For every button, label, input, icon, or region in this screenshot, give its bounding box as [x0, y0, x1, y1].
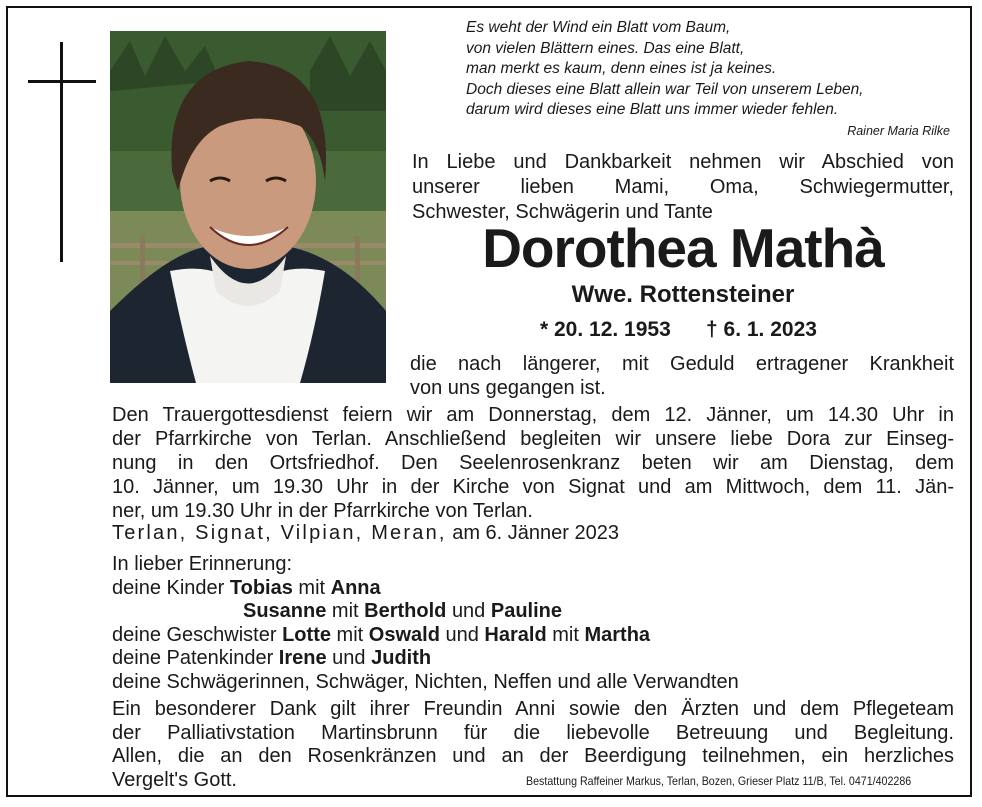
family-list: [112, 553, 954, 694]
connector: mit: [552, 623, 579, 646]
date: am 6. Jänner 2023: [452, 522, 619, 544]
service-line: ner, um 19.30 Uhr in der Pfarrkirche von Terlan.: [112, 500, 533, 522]
after-line: die nach längerer, mit Geduld ertragener Krankheit: [410, 353, 954, 375]
service-text: [112, 403, 954, 523]
intro-text: [412, 150, 954, 225]
poem: [466, 18, 956, 121]
cross-icon: [60, 42, 63, 262]
children-line: [112, 577, 954, 601]
children-prefix: deine Kinder: [112, 576, 225, 599]
undertaker-info: Bestattung Raffeiner Markus, Terlan, Bozen, Grieser Platz 11/B, Tel. 0471/402286: [526, 775, 912, 788]
siblings-line: [112, 624, 954, 648]
connector: und: [451, 600, 486, 622]
thanks-line: der Palliativstation Martinsbrunn für die liebevolle Betreuung und Begleitung.: [112, 721, 954, 744]
sibling-name: Lotte: [282, 623, 331, 646]
deceased-name: Dorothea Mathà: [482, 217, 884, 279]
intro-line: unserer lieben Mami, Oma, Schwiegermutter,: [412, 176, 954, 198]
service-line: Den Trauergottesdienst feiern wir am Donnerstag, dem 12. Jänner, um 14.30 Uhr in: [112, 404, 954, 426]
portrait-photo: [110, 31, 386, 383]
service-line: der Pfarrkirche von Terlan. Anschließend begleiten wir unsere liebe Dora zur Einseg-: [112, 428, 954, 450]
thanks-line: Ein besonderer Dank gilt ihrer Freundin Anni sowie den Ärzten und dem Pflegeteam: [112, 698, 954, 720]
child-name: Tobias: [229, 576, 293, 599]
partner-name: Anna: [330, 576, 381, 599]
partner-name: Martha: [584, 623, 651, 646]
godchildren-prefix: deine Patenkinder: [112, 647, 274, 669]
siblings-prefix: deine Geschwister: [112, 623, 277, 646]
sibling-name: Harald: [484, 623, 547, 646]
poem-line: darum wird dieses eine Blatt uns immer wieder fehlen.: [466, 101, 839, 118]
godchild-name: Irene: [278, 647, 327, 669]
death-date: † 6. 1. 2023: [706, 318, 817, 341]
widow-of: Wwe. Rottensteiner: [571, 281, 795, 308]
cross-icon-bar: [28, 80, 96, 83]
intro-line: Schwester, Schwägerin und Tante: [412, 201, 713, 223]
connector: und: [445, 623, 479, 646]
poem-line: Doch dieses eine Blatt allein war Teil von unserem Leben,: [466, 80, 864, 98]
places: Terlan, Signat, Vilpian, Meran,: [112, 522, 447, 544]
partner-name: Oswald: [368, 623, 440, 646]
connector: mit: [336, 623, 364, 646]
birth-date: * 20. 12. 1953: [540, 318, 671, 341]
place-date: [112, 521, 954, 545]
child-name: Susanne: [243, 600, 327, 622]
after-text: [410, 352, 954, 400]
godchildren-line: [112, 647, 954, 671]
service-line: nung in den Ortsfriedhof. Den Seelenrosenkranz beten wir am Dienstag, dem: [112, 452, 954, 474]
thanks-line: Allen, die an den Rosenkränzen und an der Beerdigung teilnehmen, ein herzliches: [112, 745, 954, 767]
service-line: 10. Jänner, um 19.30 Uhr in der Kirche von Signat und am Mittwoch, dem 11. Jän-: [112, 476, 954, 498]
partner-name: Berthold: [364, 600, 447, 622]
poem-author: Rainer Maria Rilke: [847, 124, 950, 138]
after-line: von uns gegangen ist.: [410, 377, 606, 399]
connector: mit: [298, 576, 326, 599]
connector: und: [332, 647, 366, 669]
children-line: [112, 600, 954, 624]
family-header: In lieber Erinnerung:: [112, 553, 293, 575]
thanks-line: Vergelt's Gott.: [112, 768, 237, 791]
poem-line: von vielen Blättern eines. Das eine Blatt,: [466, 39, 745, 57]
relatives-line: deine Schwägerinnen, Schwäger, Nichten, Neffen und alle Verwandten: [112, 670, 739, 693]
connector: mit: [331, 600, 359, 622]
godchild-name: Judith: [371, 647, 432, 669]
intro-line: In Liebe und Dankbarkeit nehmen wir Abschied von: [412, 151, 954, 173]
poem-line: Es weht der Wind ein Blatt vom Baum,: [466, 19, 731, 36]
grandchild-name: Pauline: [490, 600, 563, 622]
poem-line: man merkt es kaum, denn eines ist ja keines.: [466, 60, 777, 77]
